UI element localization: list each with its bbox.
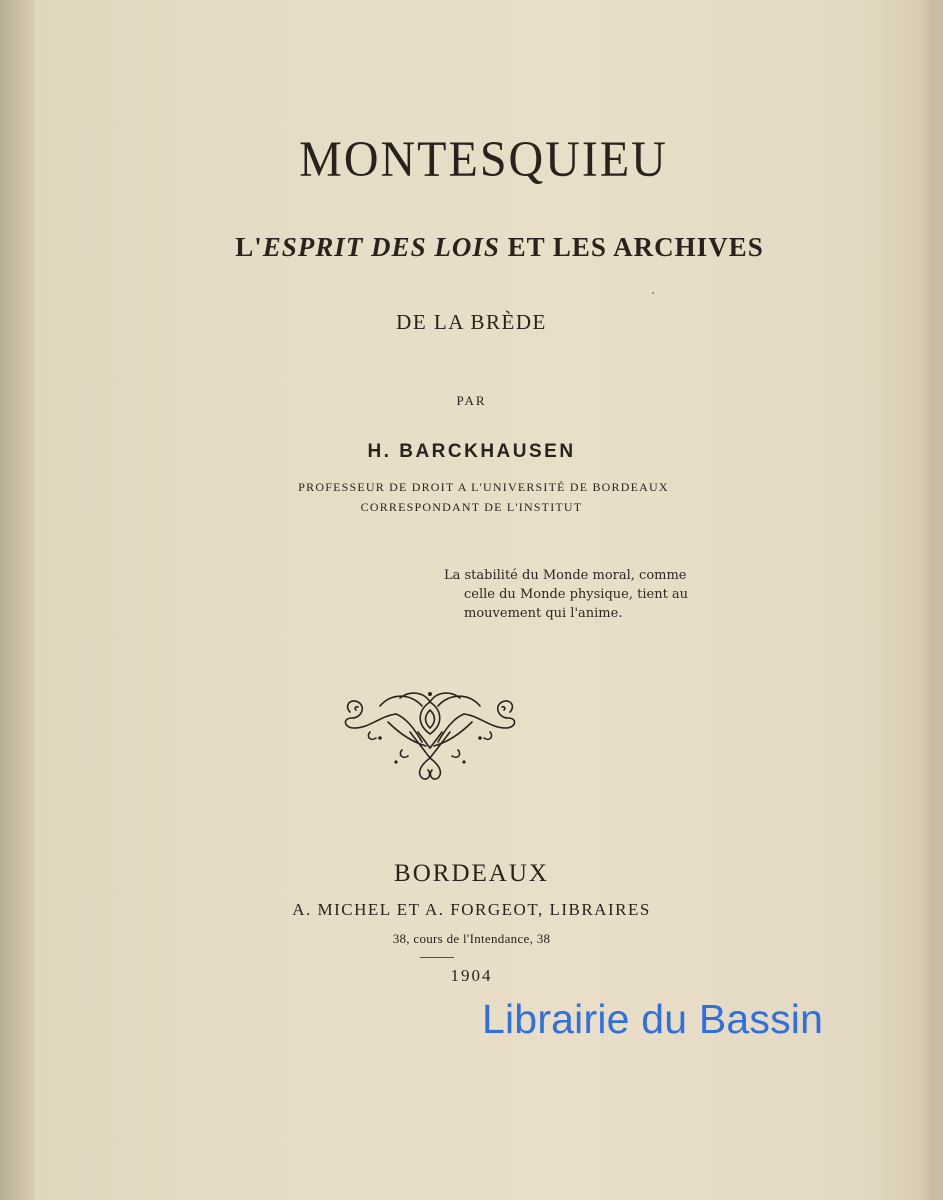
book-subtitle [0,232,943,263]
imprint-year: 1904 [450,966,493,985]
divider [420,957,454,958]
imprint-city: BORDEAUX [394,860,549,887]
epigraph-line: mouvement qui l'anime. [464,606,623,621]
subtitle-rest: ET LES ARCHIVES [499,232,764,262]
author-affiliation-2: CORRESPONDANT DE L'INSTITUT [360,500,583,514]
author-name: H. BARCKHAUSEN [367,441,576,462]
author-affiliation-1: PROFESSEUR DE DROIT A L'UNIVERSITÉ DE BORDEAUX [298,480,669,494]
by-label: PAR [456,393,487,408]
bookseller-watermark: Librairie du Bassin [482,996,824,1042]
paper-speck [652,292,654,294]
imprint-address: 38, cours de l'Intendance, 38 [392,931,551,946]
book-title: MONTESQUIEU [299,131,668,188]
epigraph [444,566,694,623]
subtitle-prefix: L' [235,232,263,262]
subtitle-italic: ESPRIT DES LOIS [262,232,500,262]
imprint-publisher: A. MICHEL ET A. FORGEOT, LIBRAIRES [292,900,651,919]
epigraph-line: La stabilité du Monde moral, comme [444,568,687,583]
epigraph-line: celle du Monde physique, tient au [464,587,689,602]
ornament-vignette-icon [340,688,520,784]
book-subtitle-line2: DE LA BRÈDE [396,310,547,334]
